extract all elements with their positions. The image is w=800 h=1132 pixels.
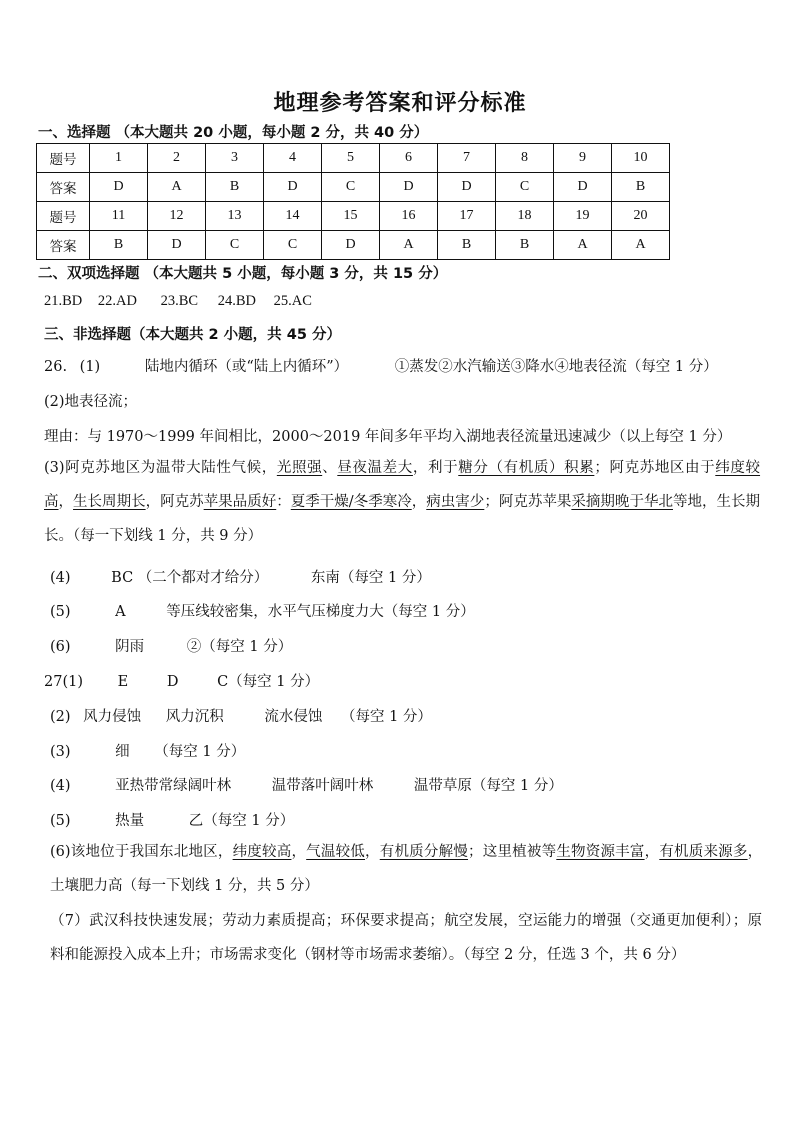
answer-item: 22.AD xyxy=(97,293,137,309)
multi-choice-answers xyxy=(44,293,312,310)
text-run: ， xyxy=(644,844,660,860)
table-cell: 5 xyxy=(322,144,380,173)
table-cell: D xyxy=(264,173,322,202)
row-label: 题号 xyxy=(37,202,90,231)
scoring-point: 苹果品质好 xyxy=(203,494,277,510)
answer-text: 温带草原（每空 1 分） xyxy=(413,778,563,794)
sub-number: (4) xyxy=(50,778,71,794)
sub-number: (5) xyxy=(50,604,71,620)
answer-text: 温带落叶阔叶林 xyxy=(271,778,374,794)
table-cell: D xyxy=(554,173,612,202)
answer-text: 陆地内循环（或“陆上内循环”） xyxy=(144,359,349,375)
answer-text: 细 xyxy=(115,744,130,760)
text-run: ；阿克苏苹果 xyxy=(484,494,572,510)
table-cell: 17 xyxy=(438,202,496,231)
table-cell: 1 xyxy=(90,144,148,173)
q26-part6 xyxy=(50,635,292,656)
answer-text: 风力侵蚀 xyxy=(83,709,142,725)
section-heading-choice: 一、选择题 （本大题共 20 小题，每小题 2 分，共 40 分） xyxy=(38,125,429,141)
table-cell: B xyxy=(438,231,496,260)
table-cell: B xyxy=(496,231,554,260)
table-cell: 4 xyxy=(264,144,322,173)
table-cell: 8 xyxy=(496,144,554,173)
answer-text: E xyxy=(117,674,129,690)
text-run: (6)该地位于我国东北地区， xyxy=(50,844,233,860)
text-run: ，土壤肥力高（每一下划线 1 分，共 5 分） xyxy=(50,844,763,894)
table-cell: A xyxy=(148,173,206,202)
answer-text: 流水侵蚀 xyxy=(264,709,323,725)
sub-number: (2) xyxy=(50,709,71,725)
table-cell: 20 xyxy=(612,202,670,231)
answer-text: 乙（每空 1 分） xyxy=(188,813,295,829)
q27-part3 xyxy=(50,740,245,761)
answer-text: 风力沉积 xyxy=(165,709,224,725)
text-run: ： xyxy=(276,494,291,510)
table-cell: D xyxy=(148,231,206,260)
table-cell: 15 xyxy=(322,202,380,231)
text-run: ， xyxy=(365,844,380,860)
table-cell: 16 xyxy=(380,202,438,231)
q26-part2: (2)地表径流； xyxy=(44,394,138,410)
answer-item: 25.AC xyxy=(273,293,312,309)
answer-text: C（每空 1 分） xyxy=(217,674,320,690)
text-run: ， xyxy=(58,494,74,510)
question-number: 26. xyxy=(44,359,68,375)
table-cell: D xyxy=(438,173,496,202)
answer-text: 亚热带常绿阔叶林 xyxy=(115,778,232,794)
scoring-point: 昼夜温差大 xyxy=(337,460,413,476)
scoring-point: 病虫害少 xyxy=(426,494,485,510)
answer-text: A xyxy=(115,604,126,620)
q26-part3 xyxy=(44,451,760,553)
sub-number: (6) xyxy=(50,639,71,655)
table-cell: C xyxy=(206,231,264,260)
answer-text: 东南（每空 1 分） xyxy=(310,570,431,586)
scoring-point: 糖分（有机质）积累 xyxy=(458,460,595,476)
text-run: ， xyxy=(291,844,307,860)
answer-text: 热量 xyxy=(115,813,145,829)
scoring-point: 夏季干燥/冬季寒冷 xyxy=(290,494,412,510)
answer-item: 21.BD xyxy=(44,293,83,309)
row-label: 题号 xyxy=(37,144,90,173)
sub-number: 27(1) xyxy=(44,674,83,690)
q27-part2 xyxy=(50,705,432,726)
table-cell: A xyxy=(612,231,670,260)
table-cell: 19 xyxy=(554,202,612,231)
table-cell: 11 xyxy=(90,202,148,231)
table-row xyxy=(37,231,670,260)
q26-part4 xyxy=(50,566,431,587)
answer-item: 24.BD xyxy=(217,293,256,309)
text-run: (3)阿克苏地区为温带大陆性气候， xyxy=(44,460,277,476)
sub-number: (1) xyxy=(79,359,101,375)
text-run: ；这里植被等 xyxy=(468,844,557,860)
table-cell: 13 xyxy=(206,202,264,231)
table-cell: 9 xyxy=(554,144,612,173)
answer-text: 等压线较密集，水平气压梯度力大（每空 1 分） xyxy=(166,604,475,620)
table-cell: 14 xyxy=(264,202,322,231)
text-run: ，阿克苏 xyxy=(145,494,204,510)
table-cell: 18 xyxy=(496,202,554,231)
q27-part1 xyxy=(44,670,319,691)
table-row xyxy=(37,173,670,202)
table-cell: C xyxy=(322,173,380,202)
table-row xyxy=(37,144,670,173)
scoring-point: 生长周期长 xyxy=(73,494,146,510)
table-cell: A xyxy=(380,231,438,260)
scoring-point: 纬度较高 xyxy=(44,460,761,510)
scoring-point: 有机质分解慢 xyxy=(379,844,469,860)
sub-number: (4) xyxy=(50,570,71,586)
table-cell: D xyxy=(90,173,148,202)
table-cell: B xyxy=(612,173,670,202)
q26-part1 xyxy=(44,355,718,376)
text-run: ，利于 xyxy=(412,460,459,476)
scoring-point: 纬度较高 xyxy=(232,844,292,860)
table-cell: 3 xyxy=(206,144,264,173)
scoring-point: 有机质来源多 xyxy=(659,844,748,860)
table-cell: 10 xyxy=(612,144,670,173)
answer-text: 阴雨 xyxy=(115,639,145,655)
scoring-point: 气温较低 xyxy=(306,844,366,860)
table-cell: B xyxy=(206,173,264,202)
text-run: 、 xyxy=(322,460,338,476)
scoring-point: 生物资源丰富 xyxy=(556,844,645,860)
table-cell: A xyxy=(554,231,612,260)
table-row xyxy=(37,202,670,231)
table-cell: 7 xyxy=(438,144,496,173)
text-run: 等地，生长期长。（每一下划线 1 分，共 9 分） xyxy=(44,494,761,544)
text-run: ， xyxy=(411,494,427,510)
table-cell: D xyxy=(380,173,438,202)
answer-table xyxy=(36,143,670,260)
answer-item: 23.BC xyxy=(160,293,199,309)
table-cell: C xyxy=(496,173,554,202)
q26-part5 xyxy=(50,600,475,621)
q26-part2-reason: 理由：与 1970～1999 年间相比，2000～2019 年间多年平均入湖地表径流量迅速减少（以上每空 1 分） xyxy=(44,429,732,445)
table-cell: 6 xyxy=(380,144,438,173)
answer-text: （每空 1 分） xyxy=(340,709,432,725)
q27-part7: （7）武汉科技快速发展；劳动力素质提高；环保要求提高；航空发展，空运能力的增强（交通更加便利）；原料和能源投入成本上升；市场需求变化（钢材等市场需求萎缩）。（每空 2 分，任选 3 个，共 6 分） xyxy=(50,913,762,963)
table-cell: B xyxy=(90,231,148,260)
q27-part4 xyxy=(50,774,563,795)
section-heading-non-choice: 三、非选择题（本大题共 2 小题，共 45 分） xyxy=(44,327,341,343)
sub-number: (5) xyxy=(50,813,71,829)
answer-text: BC （二个都对才给分） xyxy=(111,570,269,586)
sub-number: (3) xyxy=(50,744,71,760)
table-cell: 2 xyxy=(148,144,206,173)
scoring-point: 光照强 xyxy=(276,460,323,476)
answer-text: D xyxy=(166,674,179,690)
table-cell: D xyxy=(322,231,380,260)
table-cell: C xyxy=(264,231,322,260)
q27-part6 xyxy=(50,835,762,903)
answer-text: ②（每空 1 分） xyxy=(186,639,293,655)
scoring-point: 采摘期晚于华北 xyxy=(571,494,673,510)
text-run: ；阿克苏地区由于 xyxy=(594,460,716,476)
answer-text: （每空 1 分） xyxy=(154,744,246,760)
answer-text: ①蒸发②水汽输送③降水④地表径流（每空 1 分） xyxy=(394,359,718,375)
row-label: 答案 xyxy=(37,231,90,260)
q27-part5 xyxy=(50,809,294,830)
page-title: 地理参考答案和评分标准 xyxy=(273,91,527,116)
table-cell: 12 xyxy=(148,202,206,231)
row-label: 答案 xyxy=(37,173,90,202)
section-heading-double-choice: 二、双项选择题 （本大题共 5 小题，每小题 3 分，共 15 分） xyxy=(38,266,448,282)
